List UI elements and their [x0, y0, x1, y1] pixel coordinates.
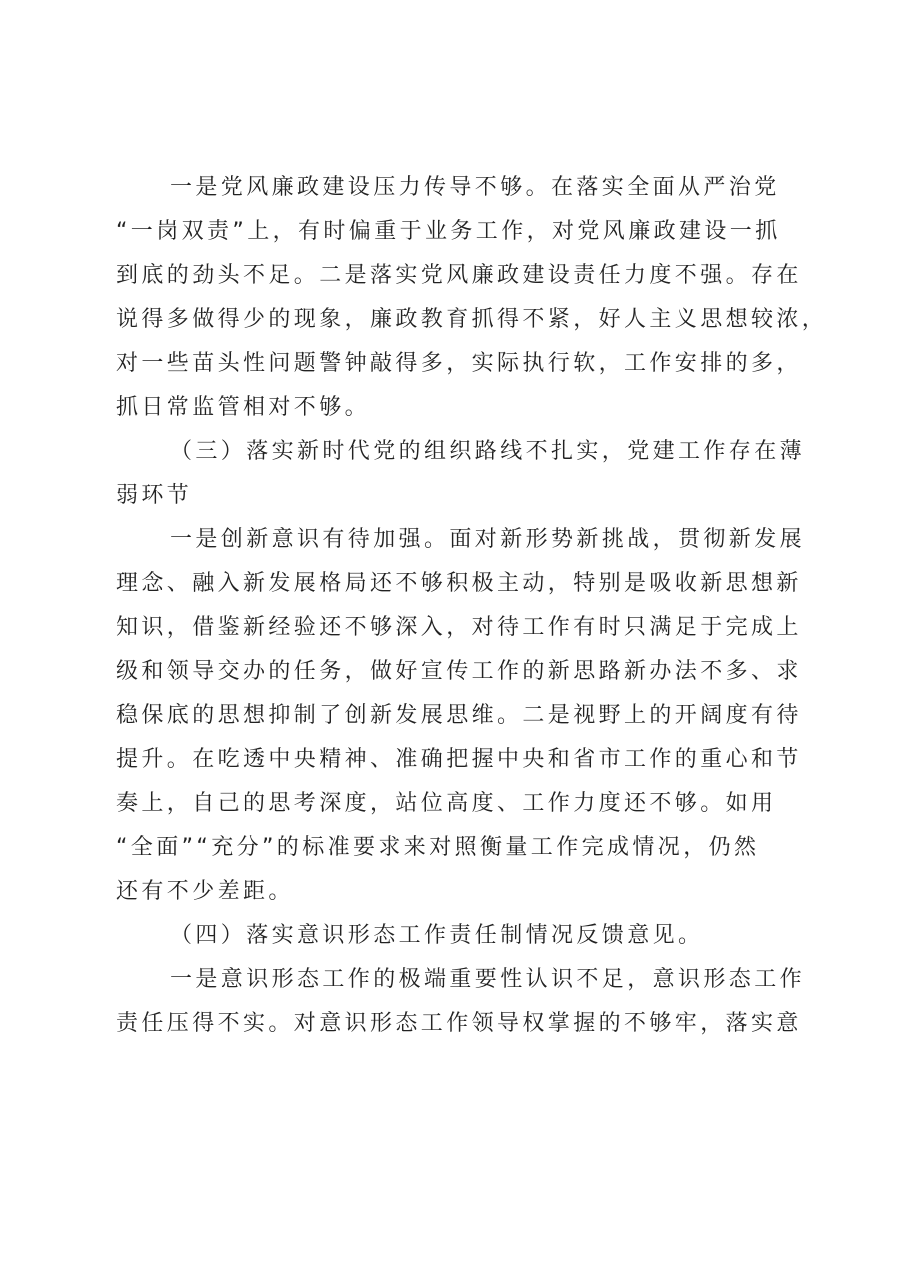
text-line: 稳保底的思想抑制了创新发展思维。二是视野上的开阔度有待	[116, 703, 802, 728]
text-line: 抓日常监管相对不够。	[116, 395, 371, 420]
text-line: 提升。在吃透中央精神、准确把握中央和省市工作的重心和节	[116, 747, 802, 772]
section-heading-3	[116, 430, 804, 518]
text-line: 奏上，自己的思考深度，站位高度、工作力度还不够。如用	[116, 791, 777, 816]
text-line: 说得多做得少的现象，廉政教育抓得不紧，好人主义思想较浓，	[116, 307, 828, 332]
text-line: 级和领导交办的任务，做好宣传工作的新思路新办法不多、求	[116, 659, 802, 684]
heading-line: （三）落实新时代党的组织路线不扎实，党建工作存在薄	[170, 439, 806, 464]
paragraph-ideology	[116, 958, 804, 1046]
text-line: 一是党风廉政建设压力传导不够。在落实全面从严治党	[170, 175, 780, 200]
section-heading-4	[116, 914, 804, 958]
paragraph-party-conduct	[116, 166, 828, 430]
heading-line: （四）落实意识形态工作责任制情况反馈意见。	[170, 923, 704, 948]
text-line: 对一些苗头性问题警钟敲得多，实际执行软，工作安排的多，	[116, 351, 802, 376]
text-line: “全面”“充分”的标准要求来对照衡量工作完成情况，仍然	[116, 835, 760, 860]
text-line: “一岗双责”上，有时偏重于业务工作，对党风廉政建设一抓	[116, 219, 781, 244]
text-line: 还有不少差距。	[116, 879, 294, 904]
text-line: 知识，借鉴新经验还不够深入，对待工作有时只满足于完成上	[116, 615, 802, 640]
text-line: 一是意识形态工作的极端重要性认识不足，意识形态工作	[170, 967, 806, 992]
document-body	[116, 166, 828, 1046]
heading-line: 弱环节	[116, 483, 193, 508]
text-line: 一是创新意识有待加强。面对新形势新挑战，贯彻新发展	[170, 527, 806, 552]
text-line: 责任压得不实。对意识形态工作领导权掌握的不够牢，落实意	[116, 1011, 802, 1036]
text-line: 理念、融入新发展格局还不够积极主动，特别是吸收新思想新	[116, 571, 802, 596]
text-line: 到底的劲头不足。二是落实党风廉政建设责任力度不强。存在	[116, 263, 802, 288]
paragraph-innovation	[116, 518, 804, 914]
